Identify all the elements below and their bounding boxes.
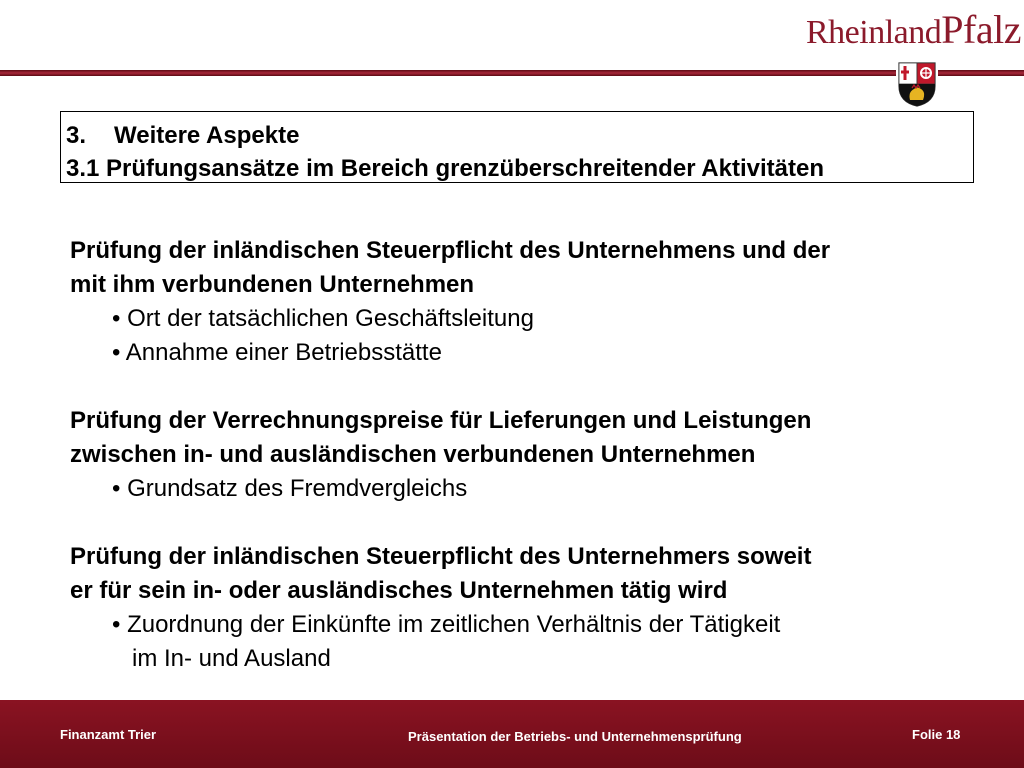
bullet-item: • Grundsatz des Fremdvergleichs <box>112 475 468 502</box>
logo-text-pfalz: Pfalz <box>941 7 1021 52</box>
title-line-2: 3.1 Prüfungsansätze im Bereich grenzüberschreitender Aktivitäten <box>66 155 825 182</box>
title-section-number: 3. <box>66 122 87 149</box>
title-section-name: Weitere Aspekte <box>114 122 300 149</box>
logo-text-rheinland: Rheinland <box>806 14 942 51</box>
heading-line: mit ihm verbundenen Unternehmen <box>70 271 475 298</box>
bullet-text: • Zuordnung der Einkünfte im zeitlichen Verhältnis der Tätigkeit <box>112 611 781 638</box>
footer-slide-number: Folie 18 <box>912 727 961 742</box>
heading-line: Prüfung der inländischen Steuerpflicht des Unternehmers soweit <box>70 543 812 570</box>
bullet-item <box>70 608 990 676</box>
section-heading <box>70 540 990 608</box>
section-transfer-pricing <box>70 404 990 506</box>
section-entrepreneur-tax-liability <box>70 540 990 676</box>
slide-content <box>70 234 990 710</box>
header-rule <box>0 70 1024 76</box>
heading-line: Prüfung der inländischen Steuerpflicht des Unternehmens und der <box>70 237 831 264</box>
bullet-continuation: im In- und Ausland <box>132 645 331 672</box>
coat-of-arms-icon <box>896 60 938 108</box>
heading-line: Prüfung der Verrechnungspreise für Lieferungen und Leistungen <box>70 407 812 434</box>
section-heading <box>70 234 990 302</box>
title-line-1 <box>66 119 973 152</box>
heading-line: er für sein in- oder ausländisches Unternehmen tätig wird <box>70 577 728 604</box>
footer-presentation-title: Präsentation der Betriebs- und Unternehmensprüfung <box>408 729 742 744</box>
section-domestic-tax-liability <box>70 234 990 370</box>
bullet-item: • Annahme einer Betriebsstätte <box>112 339 442 366</box>
brand-logo <box>806 6 1021 53</box>
footer-organization: Finanzamt Trier <box>60 727 157 742</box>
section-heading <box>70 404 990 472</box>
slide-title-box <box>60 111 974 183</box>
heading-line: zwischen in- und ausländischen verbundenen Unternehmen <box>70 441 756 468</box>
bullet-item: • Ort der tatsächlichen Geschäftsleitung <box>112 305 534 332</box>
slide-footer <box>0 700 1024 768</box>
